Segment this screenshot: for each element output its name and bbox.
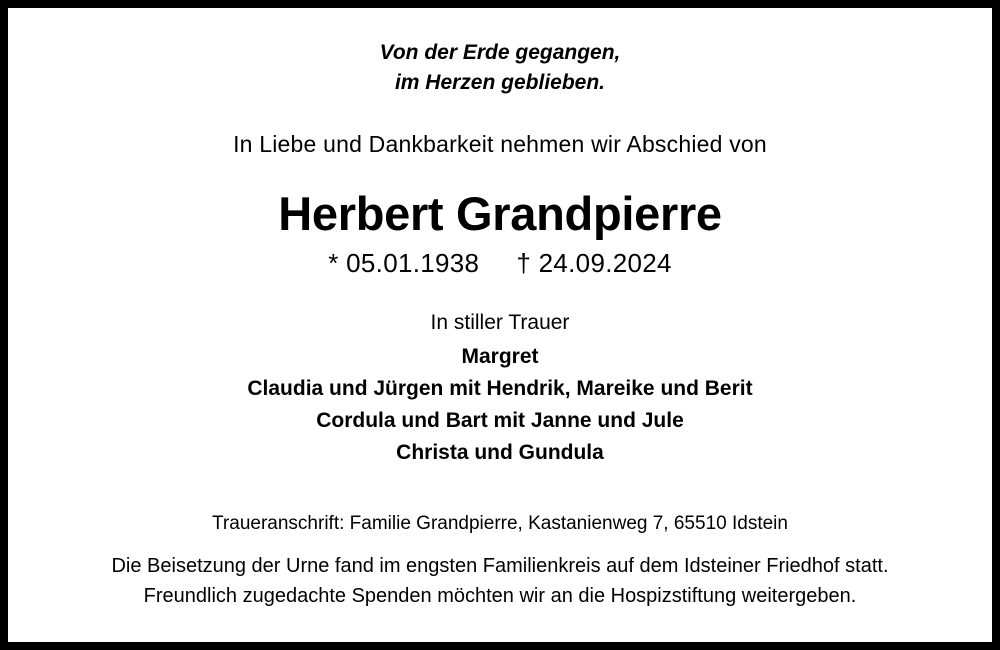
note-line-2: Freundlich zugedachte Spenden möchten wir an die Hospizstiftung weitergeben. <box>143 585 857 607</box>
life-dates <box>328 248 672 279</box>
list-item: Margret <box>461 345 539 368</box>
mourning-address: Traueranschrift: Familie Grandpierre, Kastanienweg 7, 65510 Idstein <box>212 513 788 534</box>
funeral-notes <box>111 551 888 611</box>
mourning-label: In stiller Trauer <box>430 311 570 334</box>
obituary-card <box>8 8 992 642</box>
birth-date: * 05.01.1938 <box>328 248 480 278</box>
list-item: Christa und Gundula <box>396 441 604 464</box>
death-date: † 24.09.2024 <box>516 248 672 278</box>
deceased-name: Herbert Grandpierre <box>278 187 722 240</box>
mourners-list <box>247 341 752 469</box>
epitaph-line-2: im Herzen geblieben. <box>394 71 606 94</box>
list-item: Claudia und Jürgen mit Hendrik, Mareike und Berit <box>247 377 753 400</box>
epitaph <box>380 38 621 98</box>
list-item: Cordula und Bart mit Janne und Jule <box>316 409 684 432</box>
intro-text: In Liebe und Dankbarkeit nehmen wir Abschied von <box>233 131 767 157</box>
epitaph-line-1: Von der Erde gegangen, <box>379 41 621 64</box>
note-line-1: Die Beisetzung der Urne fand im engsten Familienkreis auf dem Idsteiner Friedhof statt. <box>111 555 889 577</box>
